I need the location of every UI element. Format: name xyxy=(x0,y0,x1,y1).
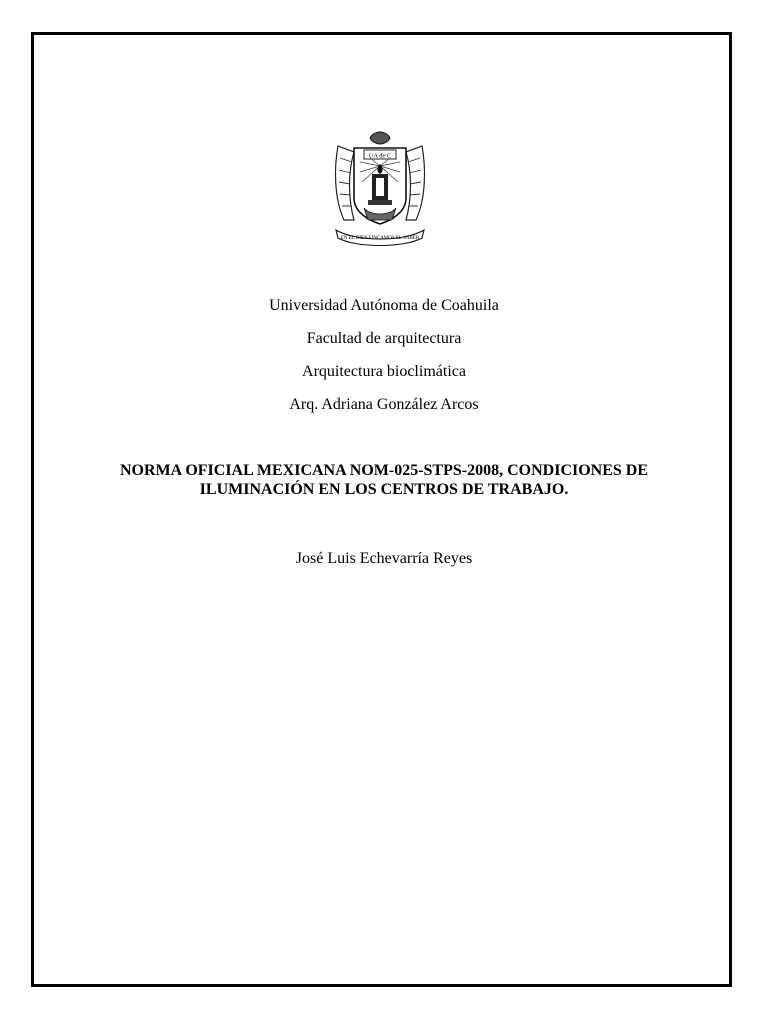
university-name: Universidad Autónoma de Coahuila xyxy=(269,297,499,314)
university-seal-icon xyxy=(330,128,430,248)
seal-motto-text: EN EL BIEN FINCAMOS EL SABER xyxy=(340,236,420,241)
title-line-2: ILUMINACIÓN EN LOS CENTROS DE TRABAJO. xyxy=(199,481,569,498)
title-line-1: NORMA OFICIAL MEXICANA NOM-025-STPS-2008, CONDICIONES DE xyxy=(119,462,649,479)
course-name: Arquitectura bioclimática xyxy=(302,363,466,380)
document-title xyxy=(60,461,708,499)
professor-name: Arq. Adriana González Arcos xyxy=(289,396,479,413)
author-name: José Luis Echevarría Reyes xyxy=(295,550,473,567)
seal-banner-text: UA de C xyxy=(368,152,392,160)
faculty-name: Facultad de arquitectura xyxy=(306,330,462,347)
